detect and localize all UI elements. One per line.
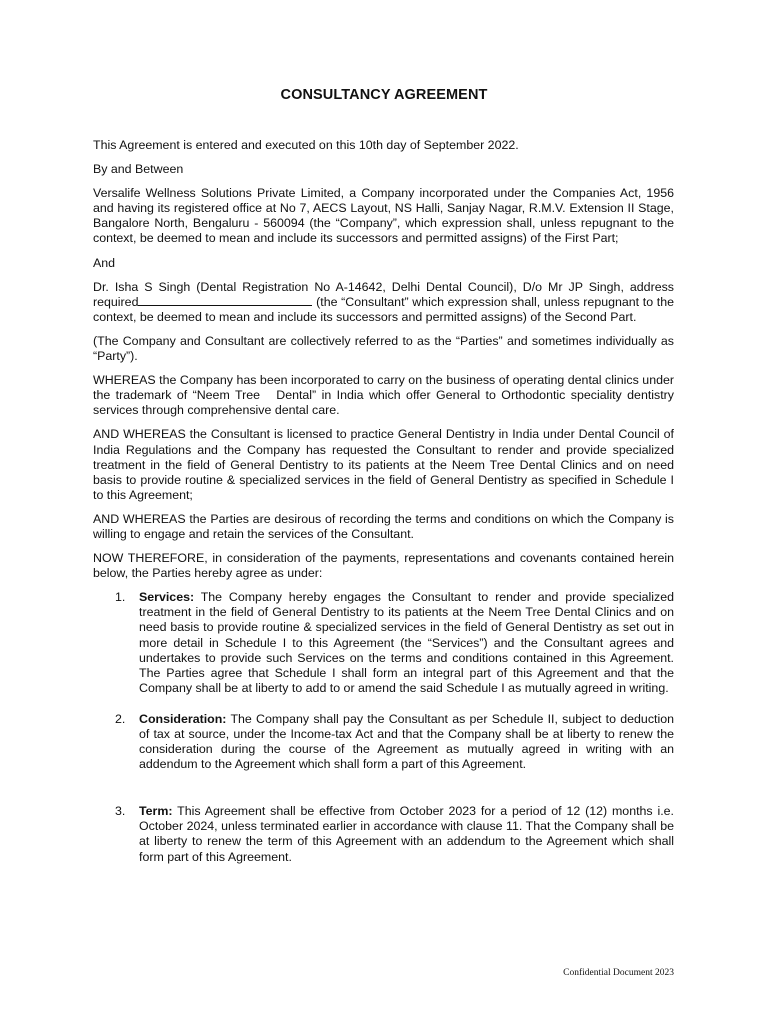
- clause-heading: Consideration:: [139, 711, 227, 726]
- whereas-paragraph-1: WHEREAS the Company has been incorporated to carry on the business of operating dental clinics under the trademark of “Neem Tree Dental” in India which offer General to Orthodontic speciality dentistry services through comprehensive dental care.: [93, 373, 678, 418]
- document-title: CONSULTANCY AGREEMENT: [280, 87, 488, 103]
- and-line: And: [93, 255, 116, 270]
- company-party-paragraph: Versalife Wellness Solutions Private Limited, a Company incorporated under the Companies Act, 1956 and having its registered office at No 7, AECS Layout, NS Halli, Sanjay Nagar, R.M.V. Extension II Stage, Bangalore North, Bengaluru - 560094 (the “Company”, which expression shall, unless repugnant to the context, be deemed to mean and include its successors and permitted assigns) of the First Part;: [93, 186, 674, 246]
- clause-number: 2.: [115, 711, 126, 726]
- parties-note-paragraph: (The Company and Consultant are collectively referred to as the “Parties” and sometimes individually as “Party”).: [93, 333, 674, 364]
- consultant-party-text-b: (the “Consultant” which expression shall, unless repugnant to the context, be deemed to mean and include its successors and permitted assigns) of the Second Part.: [93, 294, 674, 324]
- clause-heading: Services:: [139, 590, 195, 605]
- clause-text: The Company shall pay the Consultant as per Schedule II, subject to deduction of tax at source, under the Income-tax Act and that the Company shall be at liberty to renew the consideration during the course of the Agreement as mutually agreed in writing with an addendum to the Agreement which shall form a part of this Agreement.: [139, 711, 674, 772]
- clause-item-consideration: [93, 712, 674, 772]
- confidential-footer: Confidential Document 2023: [563, 968, 674, 978]
- clause-number: 1.: [115, 590, 126, 605]
- clause-list: [93, 590, 674, 864]
- clause-item-services: [93, 590, 674, 696]
- clause-text: This Agreement shall be effective from October 2023 for a period of 12 (12) months i.e. October 2024, unless terminated earlier in accordance with clause 11. That the Company shall be at liberty to renew the term of this Agreement with an addendum to the Agreement which shall form part of this Agreement.: [139, 804, 674, 864]
- now-therefore-paragraph: NOW THEREFORE, in consideration of the payments, representations and covenants contained herein below, the Parties hereby agree as under:: [93, 551, 674, 581]
- whereas-paragraph-3: AND WHEREAS the Parties are desirous of recording the terms and conditions on which the Company is willing to engage and retain the services of the Consultant.: [93, 511, 674, 541]
- by-and-between-line: By and Between: [93, 162, 184, 177]
- address-blank-line: [138, 295, 312, 306]
- clause-heading: Term:: [139, 804, 173, 819]
- consultant-party-paragraph: [93, 280, 674, 325]
- clause-number: 3.: [115, 804, 126, 819]
- intro-paragraph: This Agreement is entered and executed on this 10th day of September 2022.: [93, 138, 519, 152]
- agreement-body: [93, 138, 678, 865]
- whereas-paragraph-2: AND WHEREAS the Consultant is licensed to practice General Dentistry in India under Dental Council of India Regulations and the Company has requested the Consultant to render and provide specialized treatment in the field of General Dentistry to its patients at the Neem Tree Dental Clinics and on need basis to provide routine & specialized services in the field of General Dentistry as specified in Schedule I to this Agreement;: [93, 427, 674, 502]
- consultant-party-text-a: Dr. Isha S Singh (Dental Registration No A-14642, Delhi Dental Council), D/o Mr JP Singh, address required: [93, 279, 674, 309]
- clause-text: The Company hereby engages the Consultant to render and provide specialized treatment in the field of General Dentistry to its patients at the Neem Tree Dental Clinics and on need basis to provide routine & specialized services in the field of General Dentistry as set out in more detail in Schedule I to this Agreement (the “Services”) and the Consultant agrees and undertakes to provide such Services on the terms and conditions contained in this Agreement. The Parties agree that Schedule I shall form an integral part of this Agreement and that the Company shall be at liberty to add to or amend the said Schedule I as mutually agreed in writing.: [139, 590, 674, 695]
- clause-item-term: [93, 804, 674, 864]
